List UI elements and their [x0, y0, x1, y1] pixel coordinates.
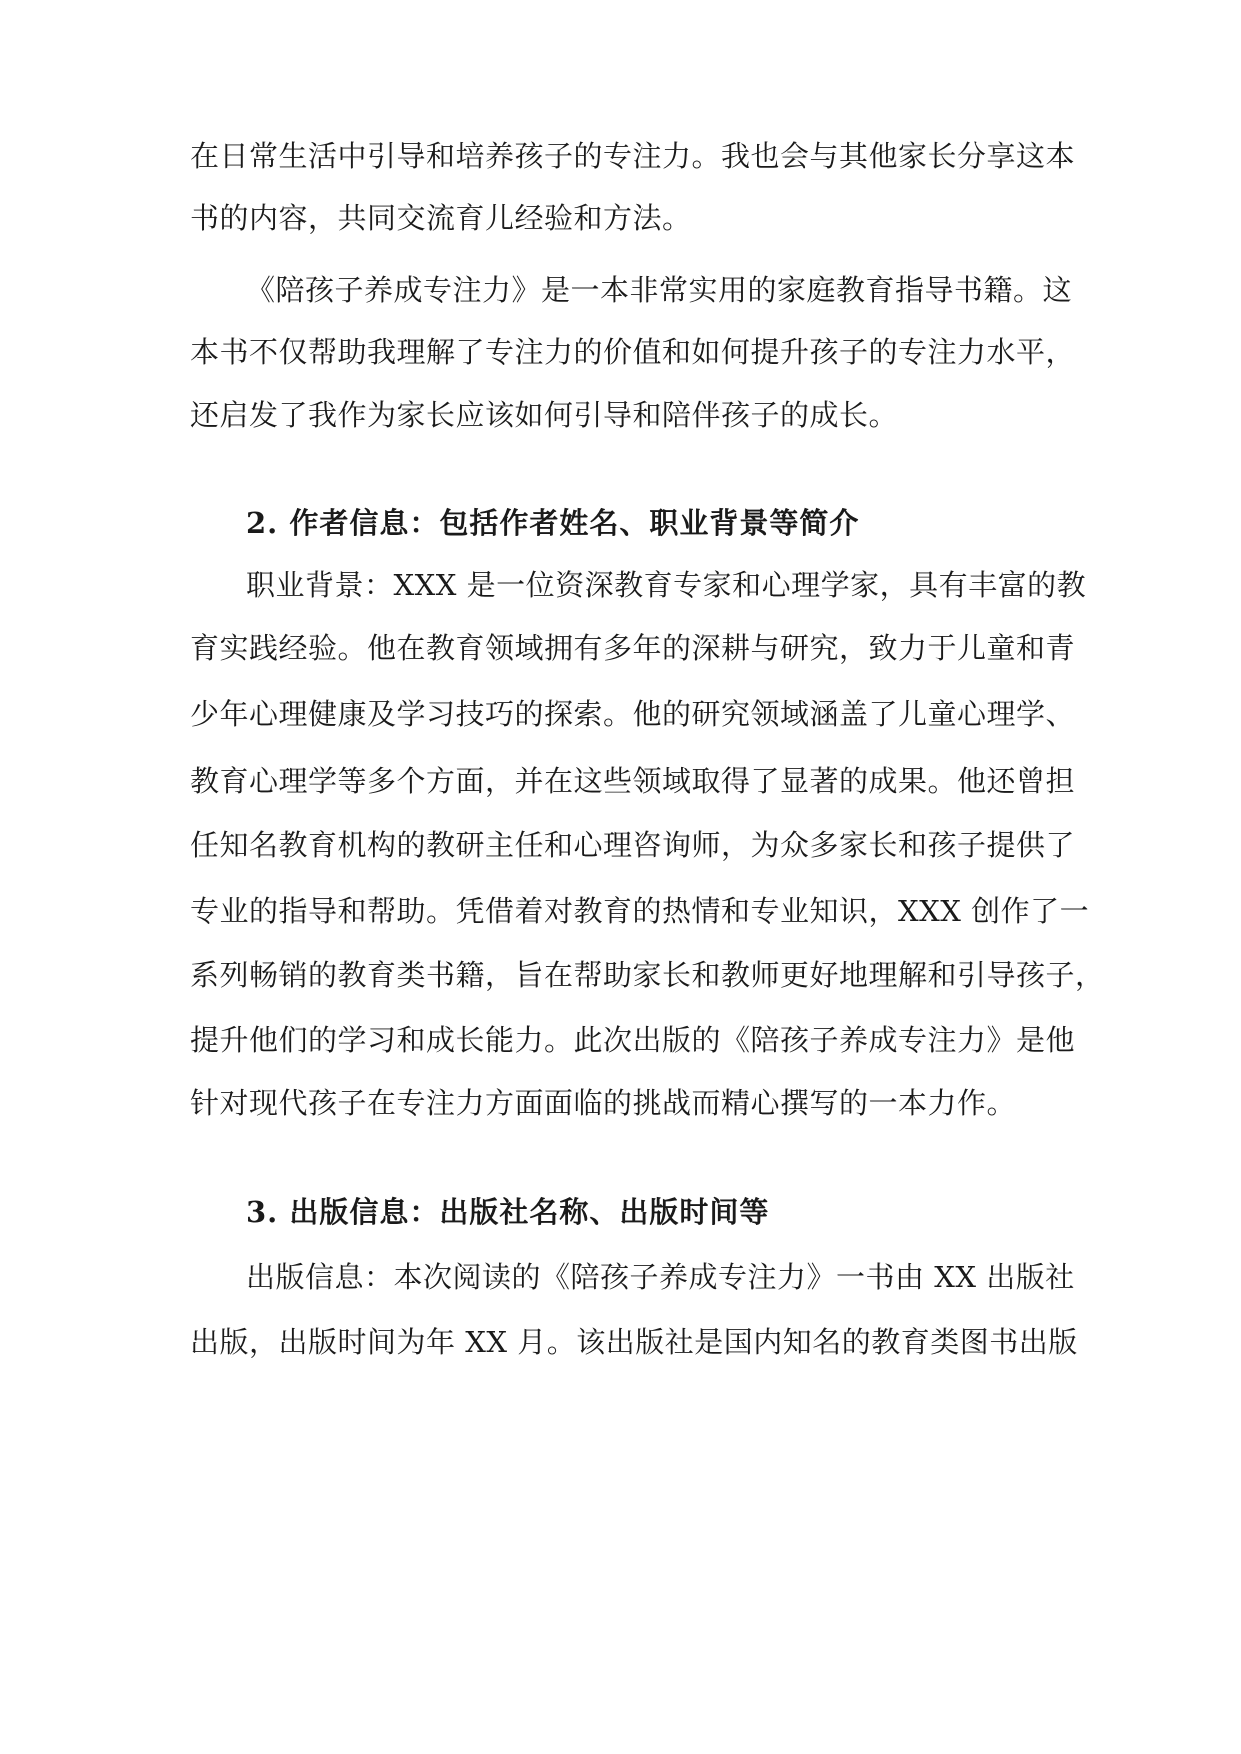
paragraph-line: 任知名教育机构的教研主任和心理咨询师，为众多家长和孩子提供了 — [190, 828, 1076, 862]
paragraph-line: 提升他们的学习和成长能力。此次出版的《陪孩子养成专注力》是他 — [190, 1023, 1076, 1057]
paragraph-line: 专业的指导和帮助。凭借着对教育的热情和专业知识，XXX 创作了一 — [190, 894, 1090, 928]
paragraph-line: 职业背景：XXX 是一位资深教育专家和心理学家，具有丰富的教 — [246, 568, 1087, 602]
paragraph-line: 本书不仅帮助我理解了专注力的价值和如何提升孩子的专注力水平， — [190, 335, 1076, 369]
paragraph-line: 《陪孩子养成专注力》是一本非常实用的家庭教育指导书籍。这 — [246, 273, 1073, 307]
paragraph-line: 少年心理健康及学习技巧的探索。他的研究领域涵盖了儿童心理学、 — [190, 697, 1076, 731]
paragraph-line: 育实践经验。他在教育领域拥有多年的深耕与研究，致力于儿童和青 — [190, 631, 1076, 665]
paragraph-line: 系列畅销的教育类书籍，旨在帮助家长和教师更好地理解和引导孩子， — [190, 958, 1105, 992]
paragraph-line: 还启发了我作为家长应该如何引导和陪伴孩子的成长。 — [190, 398, 899, 432]
paragraph-line: 出版信息：本次阅读的《陪孩子养成专注力》一书由 XX 出版社 — [246, 1260, 1075, 1294]
paragraph-line: 教育心理学等多个方面，并在这些领域取得了显著的成果。他还曾担 — [190, 764, 1076, 798]
section-heading: 2. 作者信息：包括作者姓名、职业背景等简介 — [246, 506, 860, 540]
paragraph-line: 出版，出版时间为年 XX 月。该出版社是国内知名的教育类图书出版 — [190, 1325, 1078, 1359]
section-heading: 3. 出版信息：出版社名称、出版时间等 — [246, 1195, 770, 1229]
paragraph-line: 针对现代孩子在专注力方面面临的挑战而精心撰写的一本力作。 — [190, 1086, 1017, 1120]
paragraph-line: 在日常生活中引导和培养孩子的专注力。我也会与其他家长分享这本 — [190, 139, 1076, 173]
paragraph-line: 书的内容，共同交流育儿经验和方法。 — [190, 201, 692, 235]
